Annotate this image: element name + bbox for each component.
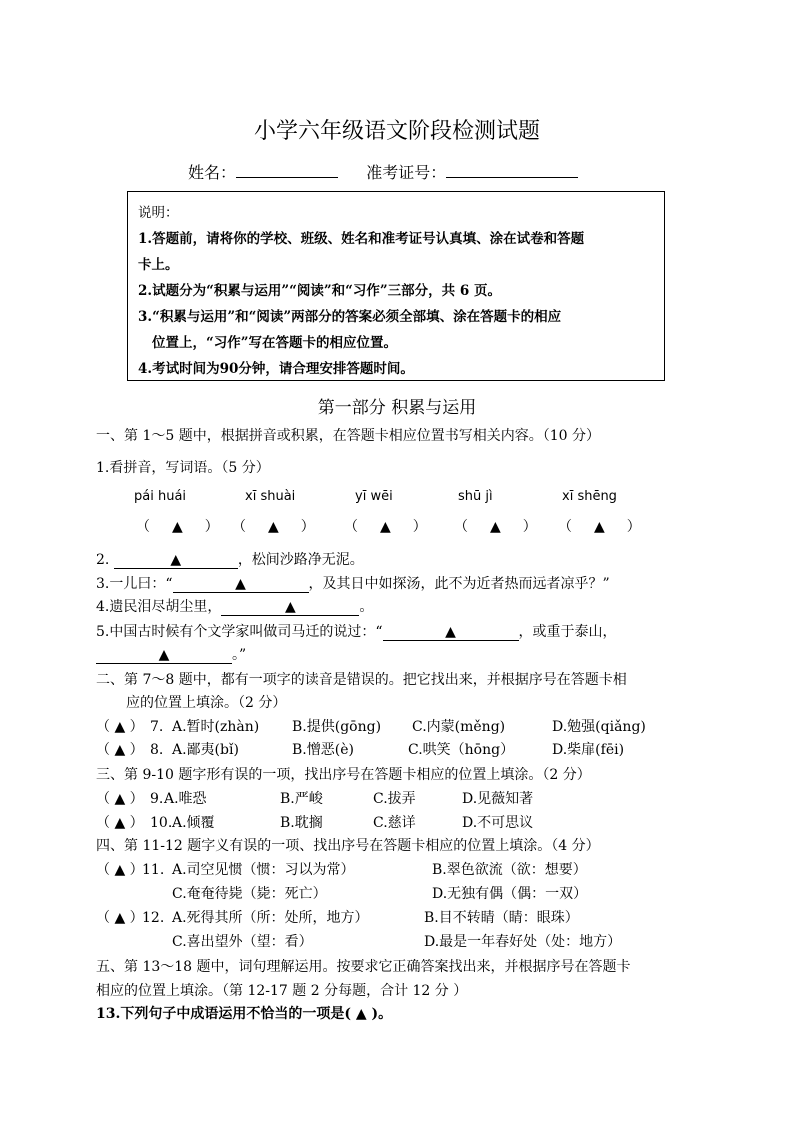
section-1-heading: 一、第 1～5 题中，根据拼音或积累，在答题卡相应位置书写相关内容。（10 分） (96, 428, 600, 444)
question-13: 13.下列句子中成语运用不恰当的一项是( ▲ )。 (96, 1006, 393, 1022)
q2-suffix: ，松间沙路净无泥。 (237, 552, 364, 568)
q4-prefix: 4.遗民泪尽胡尘里， (96, 599, 222, 615)
answer-marker: ▲ (284, 599, 296, 615)
q2-blank[interactable] (114, 552, 238, 569)
q11-option-a[interactable]: A.司空见惯（惯：习以为常） (172, 862, 355, 878)
answer-box-2[interactable]: （ ▲ ） (232, 519, 315, 535)
instruction-1b: 卡上。 (138, 257, 179, 273)
q9-number: 9. (150, 791, 164, 807)
instructions-box (127, 191, 665, 381)
q7-option-b[interactable]: B.提供(gōng) (292, 719, 382, 735)
question-3 (96, 574, 610, 594)
answer-box-4[interactable]: （ ▲ ） (454, 519, 537, 535)
q10-answer-box[interactable]: （ ▲ ） (96, 815, 144, 831)
q7-option-a[interactable]: A.暂时(zhàn) (172, 719, 260, 735)
instruction-1a: 1.答题前，请将你的学校、班级、姓名和准考证号认真填、涂在试卷和答题 (138, 231, 585, 247)
answer-marker: ▲ (235, 576, 246, 592)
section-2-heading-a: 二、第 7～8 题中，都有一项字的读音是错误的。把它找出来，并根据序号在答题卡相 (96, 672, 627, 688)
instruction-4: 4.考试时间为90分钟，请合理安排答题时间。 (138, 361, 414, 377)
question-5-cont (96, 645, 246, 665)
q11-answer-box[interactable]: （ ▲ ） (96, 862, 144, 878)
answer-marker: ▲ (594, 519, 605, 535)
pinyin-2: xī shuài (245, 489, 296, 504)
q7-answer-box[interactable]: （ ▲ ） (96, 719, 144, 735)
q8-option-a[interactable]: A.鄙夷(bǐ) (172, 742, 239, 758)
answer-box-1[interactable]: （ ▲ ） (136, 519, 219, 535)
q10-option-c[interactable]: C.慈详 (373, 815, 416, 831)
answer-marker: ▲ (114, 742, 126, 758)
q10-option-a[interactable]: A.倾覆 (172, 815, 215, 831)
answer-marker: ▲ (172, 519, 183, 535)
instruction-3a: 3.“积累与运用”和“阅读”两部分的答案必须全部填、涂在答题卡的相应 (138, 309, 562, 325)
instruction-2: 2.试题分为“积累与运用”“阅读”和“习作”三部分，共 6 页。 (138, 283, 501, 299)
q5-mid: ，或重于泰山， (518, 624, 617, 640)
answer-marker: ▲ (114, 791, 126, 807)
exam-title: 小学六年级语文阶段检测试题 (253, 119, 540, 144)
answer-marker: ▲ (114, 815, 126, 831)
q3-blank[interactable] (173, 576, 309, 593)
q10-option-b[interactable]: B.耽搁 (280, 815, 323, 831)
q11-number: 11. (142, 862, 165, 878)
q9-option-b[interactable]: B.严峻 (280, 791, 323, 807)
q12-answer-box[interactable]: （ ▲ ） (96, 910, 144, 926)
part-one-title: 第一部分 积累与运用 (317, 398, 477, 418)
answer-marker: ▲ (268, 519, 279, 535)
q5-prefix: 5.中国古时候有个文学家叫做司马迁的说过：“ (96, 624, 383, 640)
question-5 (96, 622, 617, 642)
q11-option-c[interactable]: C.奄奄待毙（毙：死亡） (172, 886, 327, 902)
q9-option-d[interactable]: D.见薇知著 (462, 791, 534, 807)
pinyin-3: yī wēi (355, 489, 393, 504)
question-4 (96, 597, 373, 617)
pinyin-1: pái huái (134, 489, 187, 504)
section-5-heading-b: 相应的位置上填涂。（第 12-17 题 2 分每题，合计 12 分 ） (96, 983, 468, 999)
exam-id-blank[interactable] (446, 161, 578, 178)
name-blank[interactable] (236, 161, 338, 178)
q5-suffix: 。” (232, 647, 247, 663)
q11-option-b[interactable]: B.翠色欲流（欲：想要） (432, 862, 587, 878)
answer-marker: ▲ (380, 519, 391, 535)
name-label: 姓名： (188, 163, 237, 182)
q8-option-d[interactable]: D.柴扉(fēi) (552, 742, 625, 758)
q7-option-d[interactable]: D.勉强(qiǎng) (552, 719, 646, 735)
answer-marker: ▲ (158, 647, 170, 663)
instruction-3b: 位置上，“习作”写在答题卡的相应位置。 (152, 335, 398, 351)
q12-option-d[interactable]: D.最是一年春好处（处：地方） (424, 934, 622, 950)
q7-number: 7. (150, 719, 164, 735)
q8-answer-box[interactable]: （ ▲ ） (96, 742, 144, 758)
answer-marker: ▲ (445, 624, 456, 640)
answer-box-5[interactable]: （ ▲ ） (558, 519, 641, 535)
q12-option-c[interactable]: C.喜出望外（望：看） (172, 934, 313, 950)
question-2 (96, 550, 364, 570)
q5-blank-2[interactable] (96, 647, 232, 664)
q9-option-a[interactable]: A.唯恐 (164, 791, 207, 807)
section-2-heading-b: 应的位置上填涂。（2 分） (126, 695, 287, 711)
q3-prefix: 3.一儿曰：“ (96, 576, 173, 592)
q10-number: 10. (150, 815, 173, 831)
answer-marker: ▲ (170, 552, 182, 568)
q2-prefix: 2. (96, 552, 114, 568)
section-3-heading: 三、第 9-10 题字形有误的一项，找出序号在答题卡相应的位置上填涂。（2 分） (96, 767, 591, 783)
q9-answer-box[interactable]: （ ▲ ） (96, 791, 144, 807)
pinyin-4: shū jì (458, 489, 493, 504)
q3-suffix: ，及其日中如探汤，此不为近者热而远者凉乎？” (308, 576, 610, 592)
q9-option-c[interactable]: C.拔弄 (373, 791, 416, 807)
q11-option-d[interactable]: D.无独有偶（偶：一双） (432, 886, 588, 902)
section-5-heading-a: 五、第 13～18 题中，词句理解运用。按要求它正确答案找出来，并根据序号在答题卡 (96, 959, 631, 975)
q4-suffix: 。 (359, 599, 374, 615)
answer-marker: ▲ (114, 862, 126, 878)
question-1: 1.看拼音，写词语。（5 分） (96, 460, 270, 476)
q5-blank-1[interactable] (383, 624, 519, 641)
answer-marker: ▲ (114, 719, 126, 735)
q10-option-d[interactable]: D.不可思议 (462, 815, 534, 831)
section-4-heading: 四、第 11-12 题字义有误的一项、找出序号在答题卡相应的位置上填涂。（4 分） (96, 838, 600, 854)
answer-marker: ▲ (490, 519, 501, 535)
instructions-heading: 说明： (138, 205, 179, 221)
q8-option-b[interactable]: B.憎恶(è) (292, 742, 354, 758)
q7-option-c[interactable]: C.内蒙(měng) (412, 719, 506, 735)
q4-blank[interactable] (221, 599, 359, 616)
q12-option-a[interactable]: A.死得其所（所：处所，地方） (172, 910, 369, 926)
pinyin-5: xī shēng (562, 489, 617, 504)
student-info (188, 160, 578, 183)
exam-id-label: 准考证号： (366, 163, 447, 182)
q12-option-b[interactable]: B.目不转睛（睛：眼珠） (424, 910, 579, 926)
q12-number: 12. (142, 910, 165, 926)
answer-box-3[interactable]: （ ▲ ） (344, 519, 427, 535)
q8-option-c[interactable]: C.哄笑（hōng） (408, 742, 515, 758)
q8-number: 8. (150, 742, 164, 758)
answer-marker: ▲ (114, 910, 126, 926)
